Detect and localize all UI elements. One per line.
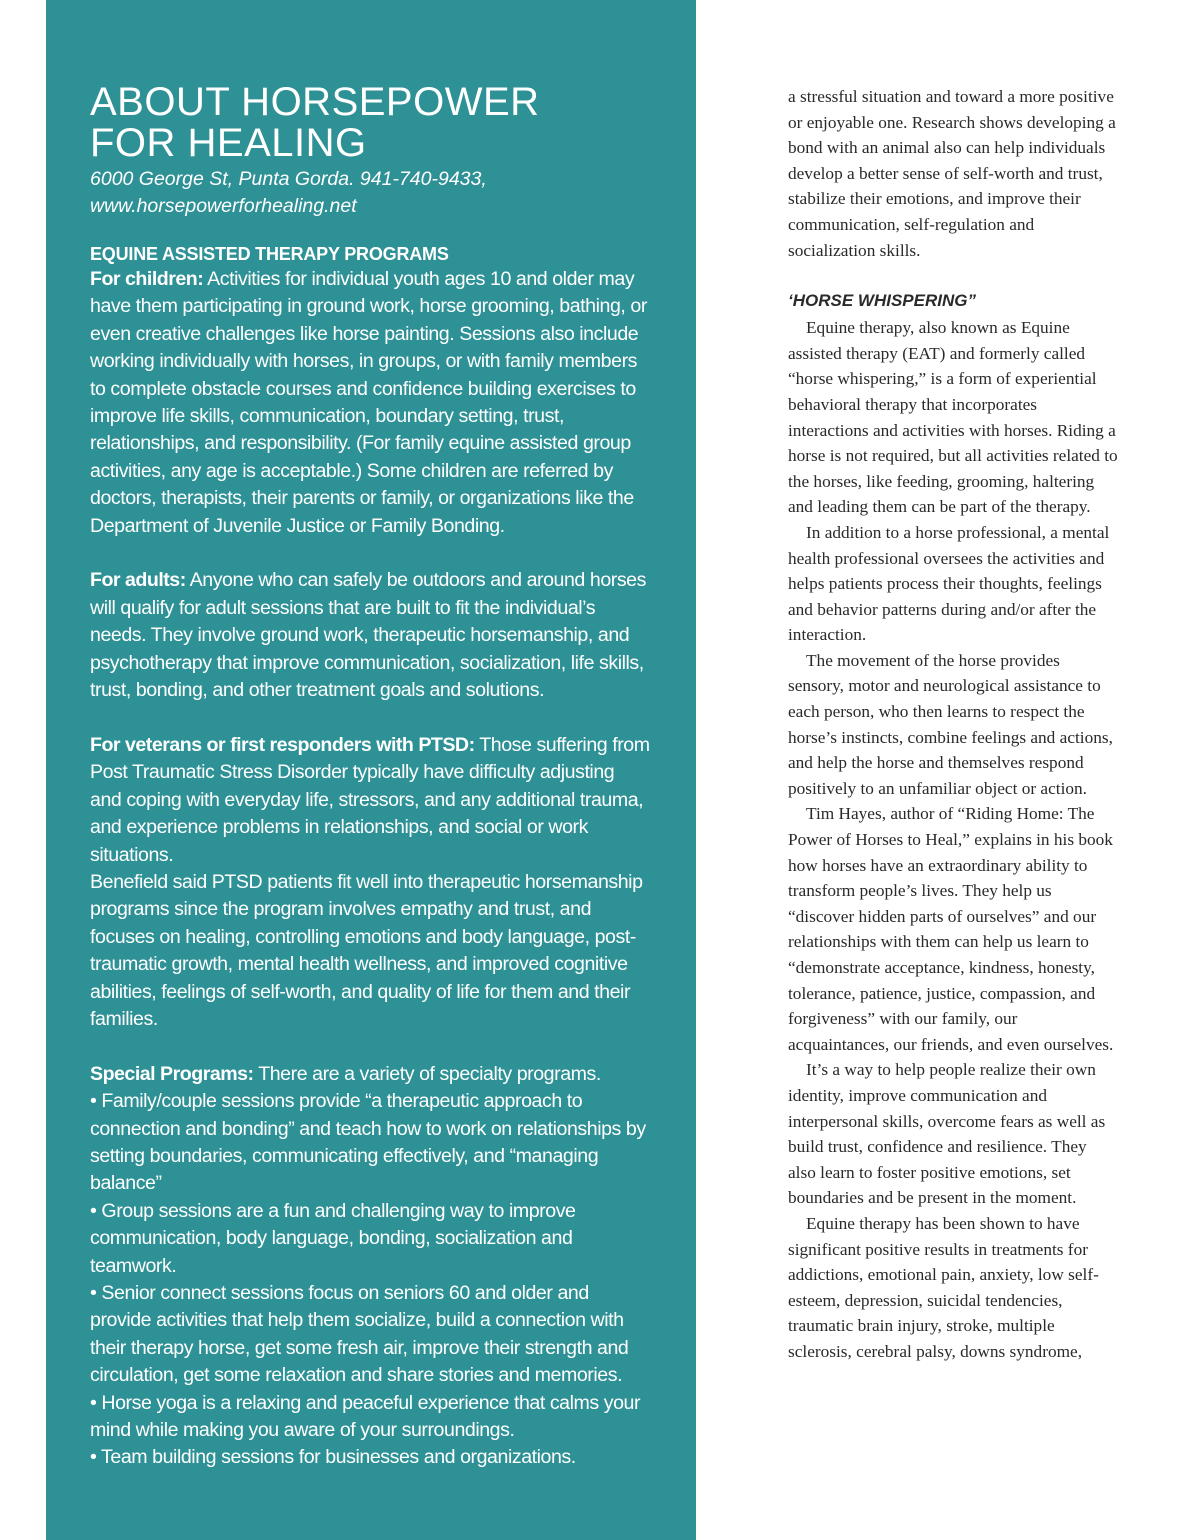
list-item: • Horse yoga is a relaxing and peaceful experience that calms your mind while making you aware of your surroundings. <box>90 1391 641 1442</box>
adults-text: Anyone who can safely be outdoors and around horses will qualify for adult sessions that are built to fit the individual’s needs. They involve ground work, therapeutic horsemanship, and psychotherapy that improve communication, socialization, life skills, trust, bonding, and other treatment goals and solutions. <box>90 569 646 702</box>
article-paragraph: Tim Hayes, author of “Riding Home: The Power of Horses to Heal,” explains in his book how horses have an extraordinary ability to transform people’s lives. They help us “discover hidden parts of ourselves” and our relationships with them can help us learn to “demonstrate acceptance, kindness, honesty, tolerance, patience, justice, compassion, and forgiveness” with our family, our acquaintances, our friends, and even ourselves. <box>788 804 1114 1054</box>
info-sidebar <box>46 0 696 1540</box>
benefield-paragraph: Benefield said PTSD patients fit well into therapeutic horsemanship programs since the program involves empathy and trust, and focuses on healing, controlling emotions and body language, post-traumatic growth, mental health wellness, and improved cognitive abilities, feelings of self-worth, and quality of life for them and their families. <box>90 870 643 1030</box>
title-line-2: FOR HEALING <box>90 121 367 165</box>
article-paragraph: In addition to a horse professional, a mental health professional oversees the activities and helps patients process their thoughts, feelings and behavior patterns during and/or after the interaction. <box>788 522 1110 645</box>
children-text: Activities for individual youth ages 10 and older may have them participating in ground work, horse grooming, bathing, or even creative challenges like horse painting. Sessions also include working individually with horses, in groups, or with family members to complete obstacle courses and confidence building exercises to improve life skills, communication, boundary setting, trust, relationships, and responsibility. (For family equine assisted group activities, any age is acceptable.) Some children are referred by doctors, therapists, their parents or family, or organizations like the Department of Juvenile Justice or Family Bonding. <box>90 268 647 537</box>
list-item: • Senior connect sessions focus on seniors 60 and older and provide activities that help them socialize, build a connection with their therapy horse, get some fresh air, improve their strength and circulation, get some relaxation and share stories and memories. <box>90 1281 629 1387</box>
veterans-text: Those suffering from Post Traumatic Stress Disorder typically have difficulty adjusting and coping with everyday life, stressors, and any additional trauma, and experience problems in relationships, and social or work situations. <box>90 733 650 866</box>
children-label: For children: <box>90 268 204 290</box>
list-item: • Team building sessions for businesses and organizations. <box>90 1446 576 1469</box>
adults-label: For adults: <box>90 569 186 592</box>
children-paragraph <box>90 266 650 540</box>
article-column <box>788 84 1118 1365</box>
special-programs-paragraph <box>90 1061 650 1088</box>
list-item: • Family/couple sessions provide “a therapeutic approach to connection and bonding” and teach how to work on relationships by setting boundaries, communicating effectively, and “managing balance” <box>90 1090 646 1195</box>
article-paragraph: The movement of the horse provides sensory, motor and neurological assistance to each person, who then learns to respect the horse’s instincts, combine feelings and actions, and help the horse and themselves respond positively to an unfamiliar object or action. <box>788 650 1113 798</box>
special-programs-list <box>90 1088 650 1472</box>
sidebar-title <box>90 82 650 164</box>
list-item: • Group sessions are a fun and challenging way to improve communication, body language, bonding, socialization and teamwork. <box>90 1199 576 1277</box>
article-intro: a stressful situation and toward a more positive or enjoyable one. Research shows developing a bond with an animal also can help individuals develop a better sense of self-worth and trust, stabilize their emotions, and improve their communication, self-regulation and socialization skills. <box>788 87 1116 260</box>
address: 6000 George St, Punta Gorda. 941-740-9433, <box>90 168 487 190</box>
veterans-paragraph <box>90 732 650 869</box>
sidebar-content <box>90 82 650 1472</box>
special-label: Special Programs: <box>90 1062 254 1085</box>
programs-heading: EQUINE ASSISTED THERAPY PROGRAMS <box>90 244 449 264</box>
adults-paragraph <box>90 567 650 704</box>
article-paragraph: It’s a way to help people realize their own identity, improve communication and interpersonal skills, overcome fears as well as build trust, confidence and resilience. They also learn to foster positive emotions, set boundaries and be present in the moment. <box>788 1060 1106 1208</box>
special-text: There are a variety of specialty programs. <box>253 1062 601 1085</box>
article-paragraph: Equine therapy has been shown to have significant positive results in treatments for addictions, emotional pain, anxiety, low self-esteem, depression, suicidal tendencies, traumatic brain injury, stroke, multiple sclerosis, cerebral palsy, downs syndrome, <box>788 1213 1099 1361</box>
article-paragraph: Equine therapy, also known as Equine assisted therapy (EAT) and formerly called “horse whispering,” is a form of experiential behavioral therapy that incorporates interactions and activities with horses. Riding a horse is not required, but all activities related to the horses, like feeding, grooming, haltering and leading them can be part of the therapy. <box>788 318 1118 517</box>
title-line-1: ABOUT HORSEPOWER <box>90 80 540 124</box>
horse-whispering-heading: ‘HORSE WHISPERING” <box>788 291 976 311</box>
website-link[interactable]: www.horsepowerforhealing.net <box>90 195 357 217</box>
contact-info <box>90 166 650 220</box>
veterans-label: For veterans or first responders with PTSD: <box>90 733 475 756</box>
